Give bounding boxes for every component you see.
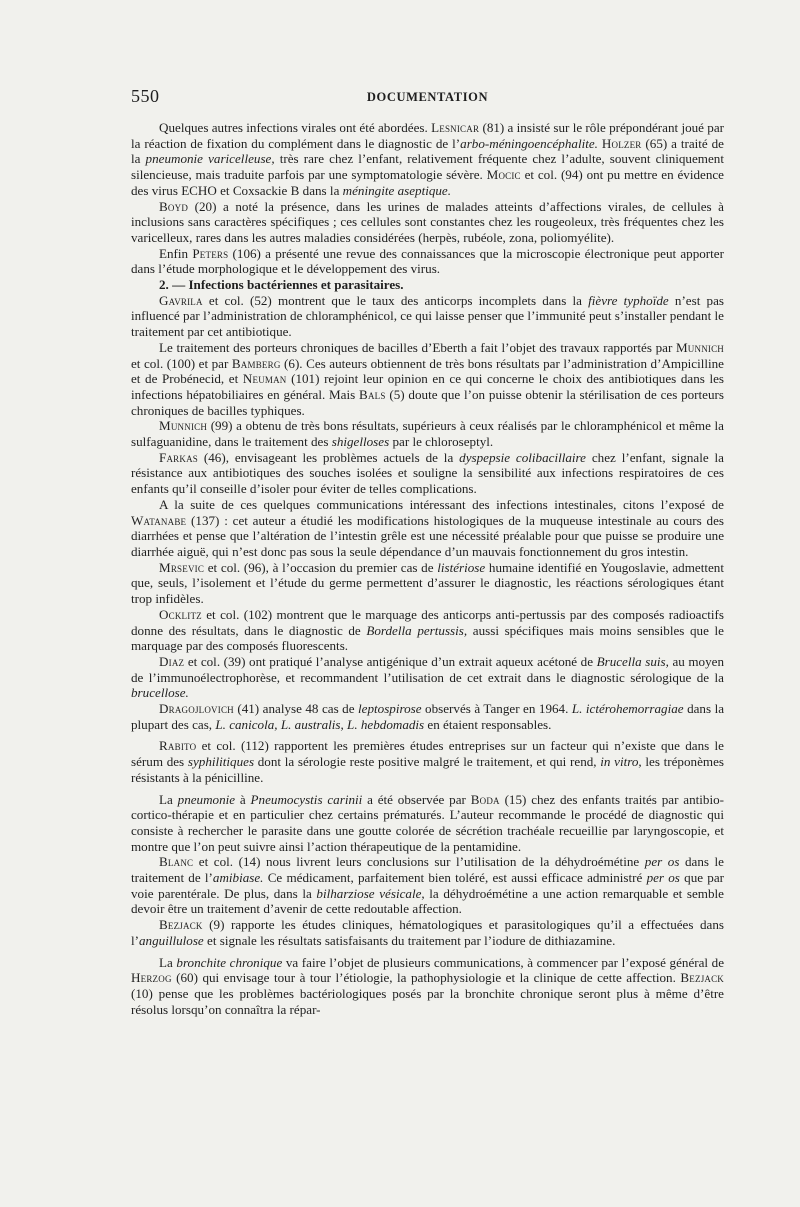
body-text — [131, 120, 724, 1017]
text-run: et col. (112) rapportent les premières études entreprises sur un facteur qui n’existe que dans le sérum des — [131, 738, 724, 770]
text-run: (9) rapporte les études cliniques, hématologiques et parasitologiques qu’il a effectuées dans l’ — [131, 917, 724, 948]
text-run: (60) qui envisage tour à tour l’étiologie, la pathophysiologie et la clinique de cette affection. — [171, 970, 681, 986]
page-header — [131, 86, 724, 110]
author-name: Ocklitz — [159, 606, 202, 622]
text-run: et col. (39) ont pratiqué l’analyse antigénique d’un extrait aqueux acétoné de — [184, 653, 597, 669]
text-run: (99) a obtenu de très bons résultats, supérieurs à ceux réalisés par le chloramphénicol et même la sulfaguanidine, dans le traitement des — [131, 418, 724, 450]
italic-term: shigelloses — [331, 434, 390, 450]
text-run: aussi spécifiques mais moins sensibles que le marquage par des composés fluorescents. — [131, 622, 724, 654]
author-name: Blanc — [159, 854, 194, 870]
italic-term: brucellose. — [131, 685, 189, 701]
italic-term: in vitro, — [600, 754, 642, 770]
paragraph — [131, 120, 724, 199]
italic-term: per os — [646, 870, 680, 886]
italic-term: pneumonie varicelleuse, — [145, 151, 275, 167]
text-run: n’est pas influencé par l’administration de chloramphénicol, ce qui laisse penser que l’immunité peut s’installer pendant le traitement par cet antibiotique. — [131, 292, 724, 340]
text-run: (41) analyse 48 cas de — [233, 701, 359, 717]
paragraph — [131, 701, 724, 732]
author-name: Dragojlovich — [159, 701, 234, 717]
text-run: et col. (52) montrent que le taux des anticorps incomplets dans la — [202, 292, 589, 308]
italic-term: L. ictérohemorragiae — [571, 701, 684, 717]
italic-term: bronchite chronique — [176, 954, 283, 970]
text-run: à — [235, 791, 251, 807]
text-run: (6). Ces auteurs obtiennent de très bons résultats par l’administration d’Ampicilline et de Probénecid, et — [131, 355, 724, 387]
author-name: Munnich — [675, 339, 724, 355]
paragraph — [131, 560, 724, 607]
text-run: Ce médicament, parfaitement bien toléré, est aussi efficace administré — [263, 870, 647, 886]
author-name: Holzer — [601, 135, 642, 151]
text-run: (20) a noté la présence, dans les urines de malades atteints d’affections virales, de cellules à inclusions sans caractères spécifiques ; ces cellules sont constantes chez les rougeoleux, très fréquentes chez les varicelleux, rares dans les autres maladies considérées (herpès, rubéole, zona, poliomyélite). — [131, 198, 724, 245]
text-run: par le chloroseptyl. — [389, 434, 494, 450]
text-run: humaine identifié en Yougoslavie, admettent que, seuls, l’isolement et l’étude du germe permettent d’assurer le diagnostic, les réactions sérologiques étant trop infidèles. — [131, 559, 724, 607]
running-head: DOCUMENTATION — [366, 90, 489, 104]
text-run: a été observée par — [362, 791, 471, 807]
paragraph — [131, 854, 724, 917]
paragraph — [131, 340, 724, 419]
section-heading: 2. — Infections bactériennes et parasitaires. — [159, 277, 404, 293]
text-run: (137) : cet auteur a étudié les modifications histologiques de la muqueuse intestinale au cours des diarrhées et pense que l’altération de l’intestin grêle est une nécessité préalable pour que puisse se produire une diarrhée aiguë, qui n’est donc pas sous la seule dépendance d’un mauvais fonctionnement du gros intestin. — [131, 512, 724, 559]
text-run: et col. (102) montrent que le marquage des anticorps anti-pertussis par des composés radioactifs donne des résultats, dans le diagnostic de — [131, 606, 724, 638]
paragraph — [131, 654, 724, 701]
italic-term: L. canicola, L. australis, L. hebdomadis — [215, 716, 425, 732]
author-name: Bals — [359, 386, 386, 402]
italic-term: dyspepsie colibacillaire — [459, 449, 586, 465]
paragraph — [131, 293, 724, 340]
text-run: observés à Tanger en 1964. — [421, 701, 572, 717]
author-name: Mrsevic — [159, 559, 205, 575]
text-run: et col. (14) nous livrent leurs conclusions sur l’utilisation de la déhydroémétine — [193, 854, 645, 870]
paragraph — [131, 246, 724, 277]
italic-term: pneumonie — [177, 791, 236, 807]
paragraph — [131, 917, 724, 948]
paragraph — [131, 738, 724, 785]
italic-term: listériose — [437, 559, 486, 575]
text-run: en étaient responsables. — [424, 716, 552, 732]
author-name: Farkas — [159, 449, 198, 465]
text-run: dont la sérologie reste positive malgré le traitement, et qui rend, — [254, 754, 601, 770]
text-run: Le traitement des porteurs chroniques de bacilles d’Eberth a fait l’objet des travaux rapportés par — [159, 339, 676, 355]
paragraph — [131, 497, 724, 560]
italic-term: syphilitiques — [187, 754, 255, 770]
italic-term: per os — [644, 854, 680, 870]
text-run: que par voie parentérale. De plus, dans la — [131, 870, 725, 901]
italic-term: Bordella pertussis, — [366, 622, 468, 638]
author-name: Rabito — [159, 738, 197, 754]
paragraph — [131, 418, 724, 449]
paragraph — [131, 792, 724, 855]
text-run: dans le traitement de l’ — [131, 854, 724, 886]
author-name: Munnich — [159, 418, 208, 434]
italic-term: Brucella suis, — [596, 653, 669, 669]
text-run: et col. (96), à l’occasion du premier cas de — [204, 559, 438, 575]
paragraph — [131, 450, 724, 497]
author-name: Diaz — [159, 653, 185, 669]
author-name: Herzog — [131, 970, 172, 986]
text-run: et col. (100) et par — [131, 355, 232, 371]
text-run: et col. (94) ont pu mettre en évidence des virus ECHO et Coxsackie B dans la — [131, 167, 724, 198]
author-name: Mocic — [486, 167, 521, 183]
text-run: au moyen de l’immunoélectrophorèse, et recommandent l’utilisation de cet extrait dans le diagnostic sérologique de la — [131, 653, 724, 685]
italic-term: méningite aseptique. — [342, 182, 452, 198]
italic-term: arbo-méningoencéphalite. — [460, 135, 598, 151]
text-run: et signale les résultats satisfaisants du traitement par l’iodure de dithiazamine. — [203, 932, 616, 948]
text-run: (10) pense que les problèmes bactériologiques posés par la bronchite chronique seront plus à même d’être résolus lorsqu’on connaîtra la répar- — [131, 985, 724, 1017]
page-number: 550 — [131, 86, 160, 106]
text-run: A la suite de ces quelques communications intéressant des infections intestinales, citons l’exposé de — [159, 496, 724, 512]
paragraph — [131, 955, 724, 1018]
text-run: (5) doute que l’on puisse obtenir la stérilisation de ces porteurs chroniques de bacilles typhiques. — [131, 386, 724, 418]
paragraph — [131, 607, 724, 654]
italic-term: fièvre typhoïde — [588, 292, 669, 308]
text-run: les tréponèmes résistants à la pénicilline. — [131, 754, 724, 785]
text-run: très rare chez l’enfant, relativement fréquente chez l’adulte, souvent cliniquement silencieuse, mais traduite parfois par une symptomatologie sévère. — [131, 151, 724, 183]
italic-term: anguillulose — [139, 932, 204, 948]
author-name: Bezjack — [159, 917, 203, 933]
author-name: Watanabe — [131, 512, 187, 528]
author-name: Bezjack — [680, 970, 724, 986]
italic-term: Pneumocystis carinii — [250, 791, 363, 807]
virus-section-paragraphs — [131, 120, 724, 277]
author-name: Bamberg — [231, 355, 281, 371]
text-run: La — [159, 791, 178, 807]
bacterial-section-paragraphs — [131, 293, 724, 1018]
text-run: (46), envisageant les problèmes actuels de la — [198, 449, 460, 465]
text-run: La — [159, 954, 177, 970]
text-run: Enfin — [159, 245, 193, 261]
author-name: Peters — [192, 245, 229, 261]
italic-term: amibiase. — [212, 870, 264, 886]
text-run: (101) rejoint leur opinion en ce qui concerne le choix des antibiotiques dans les infections hépatobiliaires en général. Mais — [131, 371, 724, 402]
italic-term: leptospirose — [358, 701, 422, 717]
text-run: Quelques autres infections virales ont été abordées. — [159, 120, 432, 135]
author-name: Boyd — [159, 198, 189, 214]
author-name: Boda — [470, 791, 500, 807]
author-name: Neuman — [242, 371, 287, 387]
italic-term: bilharziose vésicale, — [316, 885, 425, 901]
text-run: (65) a traité de la — [131, 135, 724, 167]
paragraph — [131, 199, 724, 246]
text-run: (106) a présenté une revue des connaissances que la microscopie électronique peut apporter dans l’étude morphologique et le développement des virus. — [131, 245, 724, 277]
author-name: Lesnicar — [431, 120, 480, 135]
text-run: (15) chez des enfants traités par antibio-cortico-thérapie et en particulier chez certains prématurés. L’auteur recommande le procédé de diagnostic qui consiste à rechercher le parasite dans une goutte colorée de sécrétion trachéale recueillie par laryngoscopie, et montre que l’on peut suivre ainsi l’action thérapeutique de la pentamidine. — [131, 791, 724, 854]
text-run: (81) a insisté sur le rôle prépondérant joué par la réaction de fixation du complément dans le diagnostic de l’ — [131, 120, 724, 151]
text-run: chez l’enfant, signale la résistance aux antibiotiques des souches isolées et souligne la sensibilité aux infections respiratoires de ces enfants qu’il conseille d’isoler pour éviter de telles complications. — [131, 449, 724, 497]
author-name: Gavrila — [159, 292, 203, 308]
text-run: dans la plupart des cas, — [131, 701, 725, 732]
text-run: la déhydroémétine a une action remarquable et semble devoir être un traitement d’avenir de cette redoutable affection. — [131, 885, 724, 917]
text-run: va faire l’objet de plusieurs communications, à commencer par l’exposé général de — [282, 954, 725, 970]
